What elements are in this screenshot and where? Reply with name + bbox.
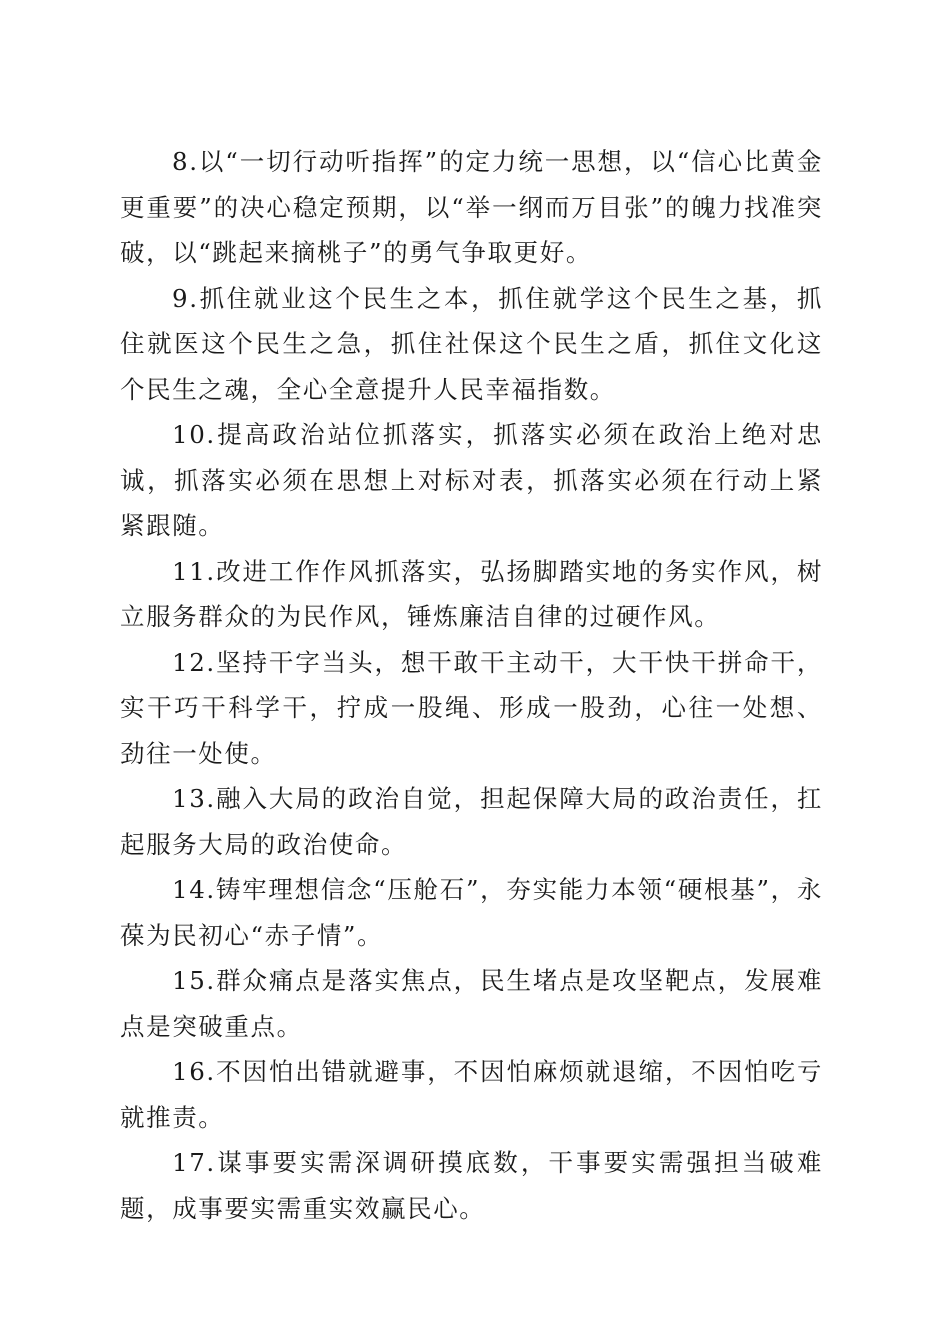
- paragraph-11: 11.改进工作作风抓落实，弘扬脚踏实地的务实作风，树立服务群众的为民作风，锤炼廉洁自律的过硬作风。: [120, 556, 823, 631]
- paragraph-13: 13.融入大局的政治自觉，担起保障大局的政治责任，扛起服务大局的政治使命。: [120, 784, 823, 859]
- paragraph-17: 17.谋事要实需深调研摸底数，干事要实需强担当破难题，成事要实需重实效赢民心。: [120, 1148, 823, 1223]
- paragraph-14: 14.铸牢理想信念“压舱石”，夯实能力本领“硬根基”，永葆为民初心“赤子情”。: [120, 875, 823, 950]
- paragraph-8: 8.以“一切行动听指挥”的定力统一思想，以“信心比黄金更重要”的决心稳定预期，以“举一纲而万目张”的魄力找准突破，以“跳起来摘桃子”的勇气争取更好。: [120, 147, 823, 267]
- paragraph-15: 15.群众痛点是落实焦点，民生堵点是攻坚靶点，发展难点是突破重点。: [120, 966, 823, 1041]
- paragraph-9: 9.抓住就业这个民生之本，抓住就学这个民生之基，抓住就医这个民生之急，抓住社保这个民生之盾，抓住文化这个民生之魂，全心全意提升人民幸福指数。: [120, 283, 823, 404]
- paragraph-16: 16.不因怕出错就避事，不因怕麻烦就退缩，不因怕吃亏就推责。: [120, 1057, 823, 1132]
- paragraph-12: 12.坚持干字当头，想干敢干主动干，大干快干拼命干，实干巧干科学干，拧成一股绳、形成一股劲，心往一处想、劲往一处使。: [120, 647, 823, 768]
- document-body: [120, 139, 823, 1231]
- paragraph-10: 10.提高政治站位抓落实，抓落实必须在政治上绝对忠诚，抓落实必须在思想上对标对表，抓落实必须在行动上紧紧跟随。: [120, 420, 823, 540]
